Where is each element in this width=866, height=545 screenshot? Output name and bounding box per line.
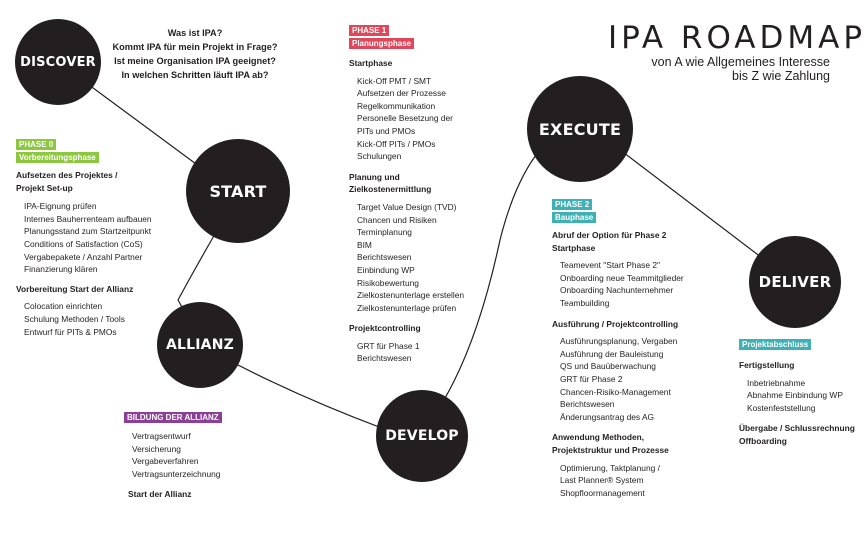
section-title: Ausführung / Projektcontrolling — [552, 318, 679, 329]
section-title: Anwendung Methoden, — [552, 432, 645, 443]
phase1-tag: PHASE 1 — [349, 25, 389, 36]
phase2-name-tag: Bauphase — [552, 212, 596, 223]
list-item: Änderungsantrag des AG — [560, 411, 655, 422]
question: Was ist IPA? — [167, 28, 223, 38]
list-item: Terminplanung — [357, 227, 412, 238]
section-title: Abruf der Option für Phase 2 — [552, 230, 667, 240]
list-item: Kick-Off PITs / PMOs — [357, 138, 436, 149]
allianz-block — [124, 411, 222, 501]
list-item: Risikobewertung — [357, 277, 419, 288]
section-title: Zielkostenermittlung — [349, 184, 432, 195]
milestone-start-label: START — [209, 181, 267, 201]
phase2-tag: PHASE 2 — [552, 199, 592, 210]
list-item: Planungsstand zum Startzeitpunkt — [24, 226, 152, 237]
list-item: Regelkommunikation — [357, 100, 436, 111]
list-item: Target Value Design (TVD) — [357, 201, 457, 212]
allianz-tag: BILDUNG DER ALLIANZ — [124, 412, 222, 423]
list-item: Personelle Besetzung der — [357, 113, 453, 124]
section-title: Projekt Set-up — [16, 182, 73, 193]
list-item: Ausführungsplanung, Vergaben — [560, 336, 678, 347]
list-item: Inbetriebnahme — [747, 377, 806, 388]
list-item: Berichtswesen — [357, 353, 412, 364]
milestone-develop-label: DEVELOP — [385, 428, 459, 444]
phase0-tag: PHASE 0 — [16, 139, 56, 150]
list-item: Einbindung WP — [357, 264, 415, 275]
list-item: GRT für Phase 1 — [357, 340, 420, 351]
milestone-discover — [15, 19, 101, 105]
list-item: Zielkostenunterlage erstellen — [357, 290, 465, 301]
section-title: Planung und — [349, 171, 400, 182]
milestone-deliver — [749, 236, 841, 328]
question: Ist meine Organisation IPA geeignet? — [114, 56, 276, 66]
list-item: Vertragsunterzeichnung — [132, 468, 221, 479]
question: In welchen Schritten läuft IPA ab? — [121, 70, 269, 80]
list-item: Versicherung — [132, 443, 181, 454]
list-item: Teambuilding — [560, 297, 610, 308]
milestone-deliver-label: DELIVER — [758, 273, 832, 291]
phase0-name-tag: Vorbereitungsphase — [16, 152, 99, 163]
section-title: Übergabe / Schlussrechnung — [739, 423, 855, 434]
milestone-discover-label: DISCOVER — [20, 54, 96, 70]
question: Kommt IPA für mein Projekt in Frage? — [112, 42, 278, 52]
list-item: Berichtswesen — [560, 399, 615, 410]
page-subtitle: von A wie Allgemeines Interesse bis Z wie Zahlung — [651, 55, 830, 83]
list-item: Schulung Methoden / Tools — [24, 313, 125, 324]
section-title: Aufsetzen des Projektes / — [16, 170, 118, 180]
page-title: IPA ROADMAP — [608, 20, 866, 56]
list-item: IPA-Eignung prüfen — [24, 201, 97, 212]
section-title: Projektcontrolling — [349, 323, 421, 334]
list-item: BIM — [357, 239, 372, 250]
milestone-allianz — [157, 302, 243, 388]
list-item: Abnahme Einbindung WP — [747, 390, 843, 401]
list-item: Teamevent "Start Phase 2" — [560, 260, 660, 271]
list-item: Colocation einrichten — [24, 301, 103, 312]
list-item: Optimierung, Taktplanung / — [560, 462, 660, 473]
list-item: Zielkostenunterlage prüfen — [357, 302, 457, 313]
section-title: Startphase — [349, 58, 393, 68]
list-item: Last Planner® System — [560, 475, 644, 486]
milestone-execute-label: EXECUTE — [538, 119, 622, 139]
list-item: PITs und PMOs — [357, 125, 416, 136]
list-item: Berichtswesen — [357, 252, 412, 263]
list-item: QS und Bauüberwachung — [560, 361, 656, 372]
phase1-name-tag: Planungsphase — [349, 38, 414, 49]
section-title: Offboarding — [739, 435, 787, 446]
list-item: Chancen-Risiko-Management — [560, 386, 671, 397]
milestone-allianz-label: ALLIANZ — [166, 337, 234, 353]
section-title: Fertigstellung — [739, 360, 795, 370]
milestone-start — [186, 139, 290, 243]
list-item: Kick-Off PMT / SMT — [357, 75, 432, 86]
milestone-develop — [376, 390, 468, 482]
section-title: Start der Allianz — [128, 489, 192, 500]
list-item: GRT für Phase 2 — [560, 373, 623, 384]
list-item: Schulungen — [357, 151, 402, 162]
abschluss-block — [739, 338, 855, 448]
list-item: Vergabepakete / Anzahl Partner — [24, 251, 143, 262]
list-item: Finanzierung klären — [24, 264, 98, 275]
section-title: Startphase — [552, 242, 596, 253]
discover-questions — [110, 26, 280, 82]
milestone-execute — [527, 76, 633, 182]
abschluss-tag: Projektabschluss — [739, 339, 811, 350]
phase1-block — [349, 24, 464, 365]
phase0-block — [16, 138, 152, 338]
list-item: Onboarding neue Teammitglieder — [560, 272, 684, 283]
phase2-block — [552, 198, 684, 499]
list-item: Vergabeverfahren — [132, 456, 199, 467]
list-item: Internes Bauherrenteam aufbauen — [24, 213, 152, 224]
section-title: Projektstruktur und Prozesse — [552, 444, 669, 455]
list-item: Ausführung der Bauleistung — [560, 348, 664, 359]
list-item: Chancen und Risiken — [357, 214, 437, 225]
list-item: Shopfloormanagement — [560, 487, 645, 498]
list-item: Kostenfeststellung — [747, 402, 816, 413]
list-item: Vertragsentwurf — [132, 431, 191, 441]
list-item: Entwurf für PITs & PMOs — [24, 326, 117, 337]
list-item: Onboarding Nachunternehmer — [560, 285, 674, 296]
section-title: Vorbereitung Start der Allianz — [16, 283, 134, 294]
list-item: Aufsetzen der Prozesse — [357, 88, 446, 99]
list-item: Conditions of Satisfaction (CoS) — [24, 238, 143, 249]
